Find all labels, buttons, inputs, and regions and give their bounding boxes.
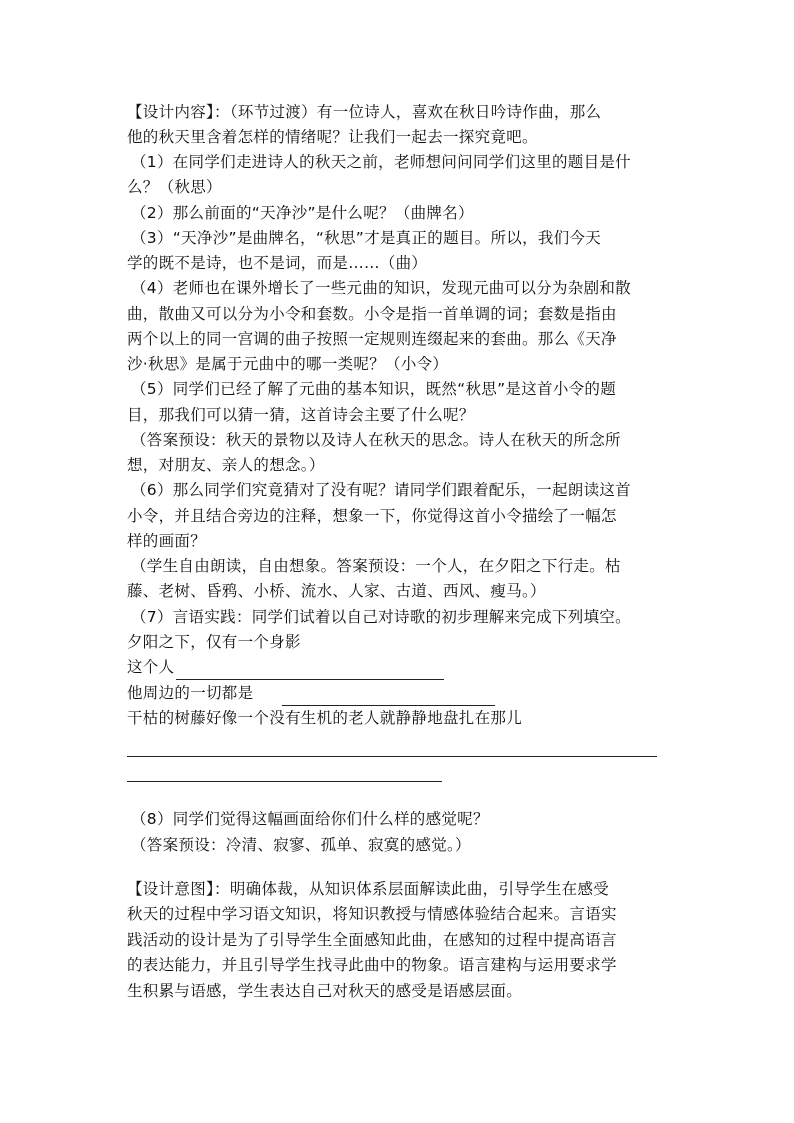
blank-line <box>127 756 657 757</box>
paragraph-line: 目，那我们可以猜一猜，这首诗会主要了什么呢？ <box>127 406 475 424</box>
fill-blank-label-1: 这个人 <box>127 658 175 676</box>
paragraph-line: 两个以上的同一宫调的曲子按照一定规则连缀起来的套曲。那么《天净 <box>127 330 617 348</box>
paragraph-line: 小令，并且结合旁边的注释，想象一下，你觉得这首小令描绘了一幅怎 <box>127 507 617 525</box>
blank-line <box>127 781 442 782</box>
question-2: （2）那么前面的“天净沙”是什么呢？（曲牌名） <box>131 204 474 222</box>
blank-line <box>282 705 495 706</box>
question-8: （8）同学们觉得这幅画面给你们什么样的感觉呢？ <box>131 810 489 828</box>
question-5: （5）同学们已经了解了元曲的基本知识，既然“秋思”是这首小令的题 <box>131 380 617 398</box>
paragraph-line: 的表达能力，并且引导学生找寻此曲中的物象。语言建构与运用要求学 <box>127 956 617 974</box>
paragraph-line: 样的画面？ <box>127 532 207 550</box>
answer-preset: （答案预设：冷清、寂寥、孤单、寂寞的感觉。） <box>131 836 471 854</box>
design-intent-heading: 【设计意图】：明确体裁，从知识体系层面解读此曲，引导学生在感受 <box>127 880 610 898</box>
paragraph-line: 学的既不是诗，也不是词，而是……（曲） <box>127 254 428 272</box>
paragraph-line: 他的秋天里含着怎样的情绪呢？让我们一起去一探究竟吧。 <box>127 128 538 146</box>
paragraph-line: 沙·秋思》是属于元曲中的哪一类呢？（小令） <box>127 355 449 373</box>
fill-blank-label-2: 他周边的一切都是 <box>127 684 254 702</box>
paragraph-line: 想，对朋友、亲人的想念。） <box>127 456 325 474</box>
question-7: （7）言语实践：同学们试着以自己对诗歌的初步理解来完成下列填空。 <box>131 608 631 626</box>
question-4: （4）老师也在课外增长了一些元曲的知识，发现元曲可以分为杂剧和散 <box>131 279 631 297</box>
question-1: （1）在同学们走进诗人的秋天之前，老师想问问同学们这里的题目是什 <box>131 153 631 171</box>
answer-preset: （学生自由朗读，自由想象。答案预设：一个人，在夕阳之下行走。枯 <box>131 557 621 575</box>
paragraph-line: 曲，散曲又可以分为小令和套数。小令是指一首单调的词；套数是指由 <box>127 305 617 323</box>
fill-blank-label-3: 干枯的树藤好像一个没有生机的老人就静静地盘扎在那儿 <box>127 709 523 727</box>
paragraph-line: 秋天的过程中学习语文知识，将知识教授与情感体验结合起来。言语实 <box>127 905 617 923</box>
question-6: （6）那么同学们究竟猜对了没有呢？请同学们跟着配乐，一起朗读这首 <box>131 481 631 499</box>
answer-preset: （答案预设：秋天的景物以及诗人在秋天的思念。诗人在秋天的所念所 <box>131 431 621 449</box>
design-content-heading: 【设计内容】：（环节过渡）有一位诗人，喜欢在秋日吟诗作曲，那么 <box>127 103 602 121</box>
question-3: （3）“天净沙”是曲牌名，“秋思”才是真正的题目。所以，我们今天 <box>131 229 602 247</box>
fill-blank-intro: 夕阳之下，仅有一个身影 <box>127 633 301 651</box>
paragraph-line: 生积累与语感，学生表达自己对秋天的感受是语感层面。 <box>127 982 523 1000</box>
paragraph-line: 么？（秋思） <box>127 178 222 196</box>
blank-line <box>176 679 444 680</box>
paragraph-line: 践活动的设计是为了引导学生全面感知此曲，在感知的过程中提高语言 <box>127 931 617 949</box>
paragraph-line: 藤、老树、昏鸦、小桥、流水、人家、古道、西风、瘦马。） <box>127 582 546 600</box>
